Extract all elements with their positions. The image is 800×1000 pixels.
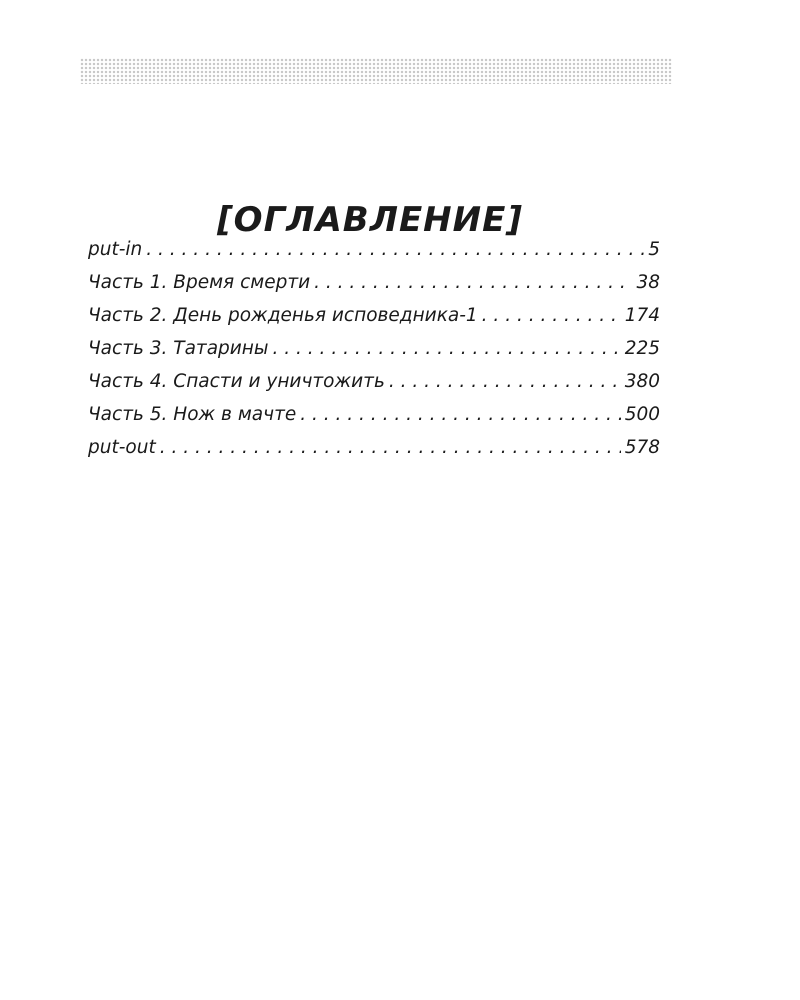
toc-entry-page: 5 (648, 239, 660, 260)
toc-entry-put-in (88, 233, 660, 266)
toc-entry-part-1 (88, 266, 660, 299)
toc-entry-page: 174 (624, 305, 660, 326)
toc-list (88, 233, 660, 464)
toc-title: [ОГЛАВЛЕНИЕ] (217, 199, 523, 240)
toc-entry-part-3 (88, 332, 660, 365)
toc-leader-dots (273, 332, 621, 365)
toc-entry-page: 38 (636, 272, 660, 293)
toc-entry-page: 380 (624, 371, 660, 392)
toc-entry-label: Часть 2. День рожденья исповедника-1 (88, 305, 478, 326)
toc-entry-label: Часть 1. Время смерти (88, 272, 311, 293)
toc-leader-dots (300, 398, 620, 431)
toc-entry-label: put-in (88, 239, 143, 260)
toc-entry-label: Часть 4. Спасти и уничтожить (88, 371, 385, 392)
toc-entry-part-5 (88, 398, 660, 431)
toc-entry-page: 578 (624, 437, 660, 458)
toc-entry-put-out (88, 431, 660, 464)
toc-leader-dots (389, 365, 621, 398)
toc-entry-part-4 (88, 365, 660, 398)
dotted-header-band (80, 58, 672, 84)
toc-leader-dots (482, 299, 621, 332)
toc-entry-part-2 (88, 299, 660, 332)
toc-entry-label: Часть 3. Татарины (88, 338, 269, 359)
toc-entry-label: Часть 5. Нож в мачте (88, 404, 297, 425)
toc-entry-page: 500 (624, 404, 660, 425)
toc-leader-dots (160, 431, 621, 464)
toc-leader-dots (314, 266, 632, 299)
toc-entry-page: 225 (624, 338, 660, 359)
toc-entry-label: put-out (88, 437, 156, 458)
toc-leader-dots (146, 233, 644, 266)
